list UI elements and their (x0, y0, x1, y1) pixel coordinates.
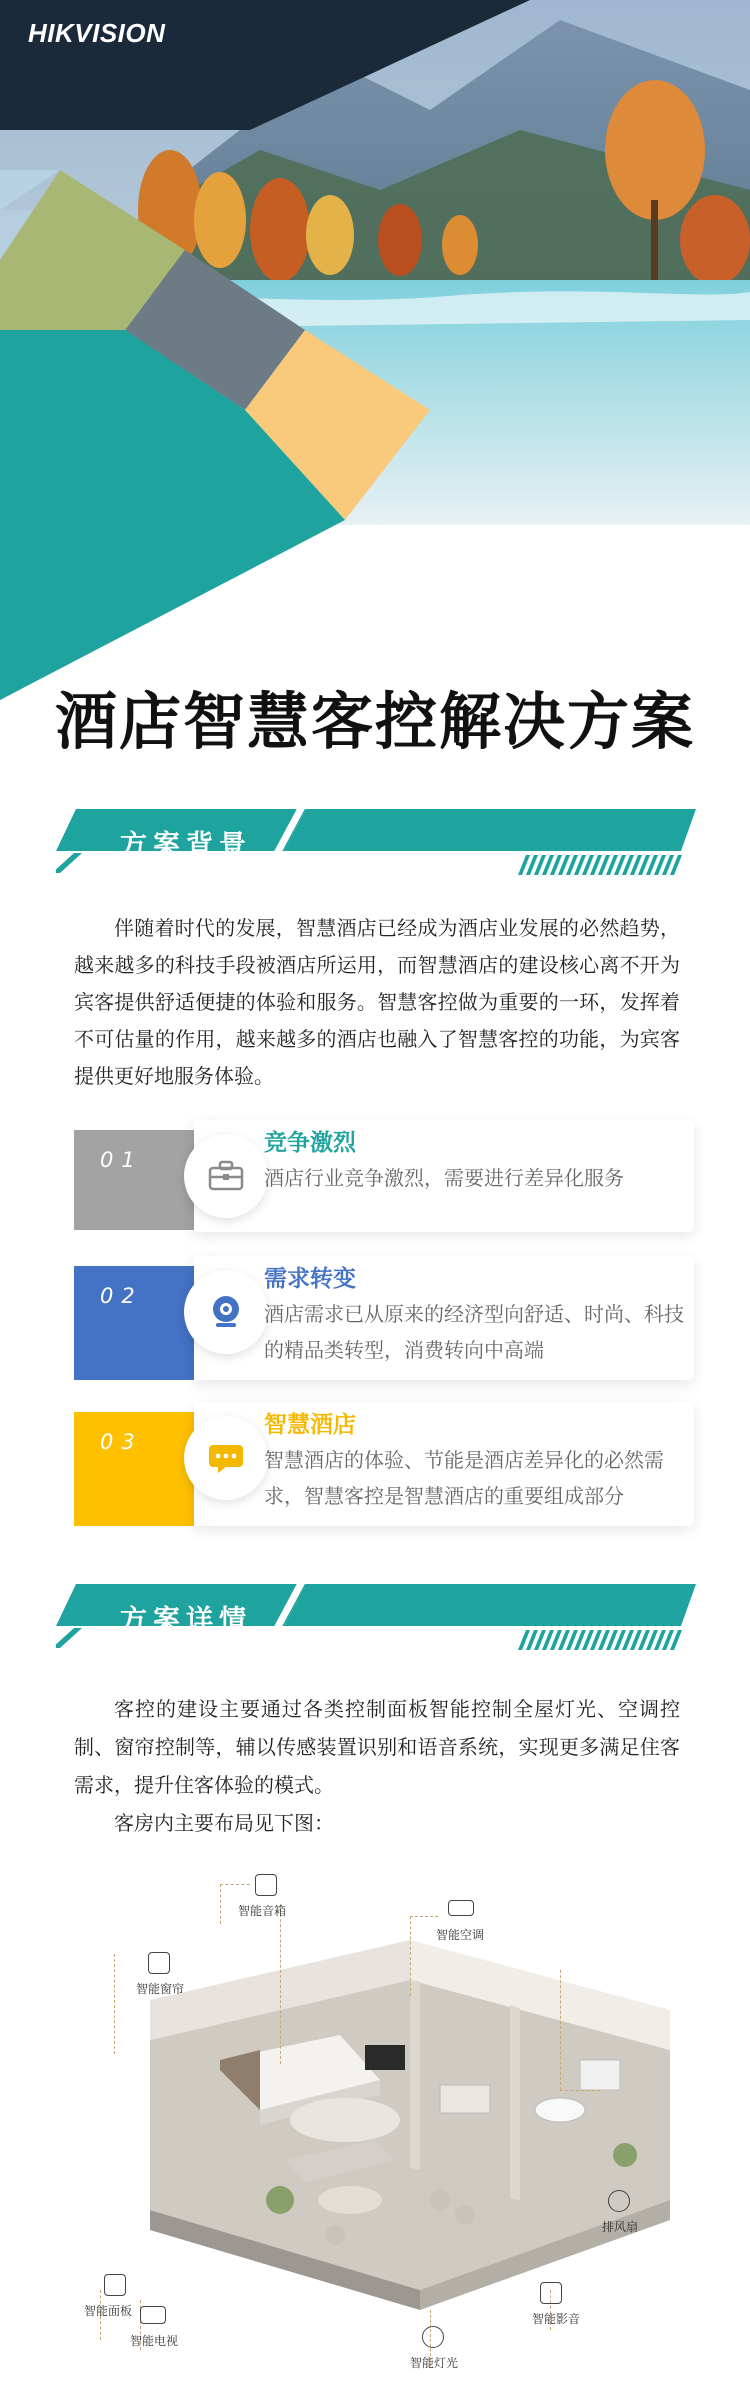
floor-plan (84, 1870, 670, 2390)
label-aircon: 智能空调 (436, 1928, 485, 1942)
leader-line (410, 1916, 411, 1996)
hero-banner (0, 0, 750, 700)
card-number: 03 (100, 1430, 143, 1454)
label-panel: 智能面板 (84, 2304, 133, 2318)
exhaust-fan-icon (608, 2190, 630, 2212)
card-title: 需求转变 (264, 1266, 356, 1292)
layout-caption: 客房内主要布局见下图： (114, 1811, 334, 1835)
card-description: 酒店需求已从原来的经济型向舒适、时尚、科技的精品类转型，消费转向中高端 (264, 1302, 684, 1362)
camera-icon (206, 1292, 246, 1332)
card-competition (74, 1130, 694, 1230)
page-title: 酒店智慧客控解决方案 (54, 685, 695, 758)
control-panel-icon (104, 2274, 126, 2296)
toolbox-icon (206, 1159, 246, 1193)
card-title: 竞争激烈 (264, 1130, 356, 1156)
hero-illustration (0, 0, 750, 700)
card-description: 酒店行业竞争激烈，需要进行差异化服务 (264, 1166, 624, 1190)
card-number: 01 (100, 1148, 143, 1172)
card-number: 02 (100, 1284, 143, 1308)
light-bulb-icon (422, 2326, 444, 2348)
leader-line (560, 2090, 600, 2091)
card-icon-circle (184, 1134, 268, 1218)
section-title-details: 方案详情 (120, 1605, 252, 1636)
leader-line (410, 1916, 438, 1917)
card-demand-shift (74, 1266, 694, 1380)
label-media: 智能影音 (532, 2312, 581, 2326)
card-icon-circle (184, 1416, 268, 1500)
hikvision-logo: HIKVISION (28, 18, 166, 48)
label-light: 智能灯光 (410, 2356, 459, 2370)
card-smart-hotel (74, 1412, 694, 1526)
speaker-icon (255, 1874, 277, 1896)
card-icon-circle (184, 1270, 268, 1354)
label-curtain: 智能窗帘 (136, 1982, 185, 1996)
details-paragraph: 客控的建设主要通过各类控制面板智能控制全屋灯光、空调控制、窗帘控制等，辅以传感装置识别和语音系统，实现更多满足住客需求，提升住客体验的模式。 (74, 1697, 680, 1797)
label-tv: 智能电视 (130, 2334, 179, 2348)
label-speaker: 智能音箱 (238, 1904, 287, 1918)
card-title: 智慧酒店 (264, 1412, 356, 1438)
section-banner-details (56, 1578, 696, 1656)
leader-line (220, 1884, 250, 1885)
leader-line (280, 1904, 281, 2064)
chat-bubble-icon (206, 1441, 246, 1475)
curtain-icon (148, 1952, 170, 1974)
section-banner-background (56, 803, 696, 881)
leader-line (220, 1884, 221, 1924)
card-description: 智慧酒店的体验、节能是酒店差异化的必然需求，智慧客控是智慧酒店的重要组成部分 (264, 1448, 664, 1508)
air-conditioner-icon (448, 1900, 474, 1916)
media-icon (540, 2282, 562, 2304)
leader-line (114, 1954, 115, 2054)
background-paragraph: 伴随着时代的发展，智慧酒店已经成为酒店业发展的必然趋势，越来越多的科技手段被酒店所运用，而智慧酒店的建设核心离不开为宾客提供舒适便捷的体验和服务。智慧客控做为重要的一环，发挥着不可估量的作用，越来越多的酒店也融入了智慧客控的功能，为宾客提供更好地服务体验。 (74, 916, 680, 1088)
label-fan: 排风扇 (602, 2220, 639, 2234)
leader-line (560, 1970, 561, 2090)
tv-icon (140, 2306, 166, 2324)
section-title-background: 方案背景 (120, 830, 252, 861)
room-illustration (110, 1870, 670, 2390)
